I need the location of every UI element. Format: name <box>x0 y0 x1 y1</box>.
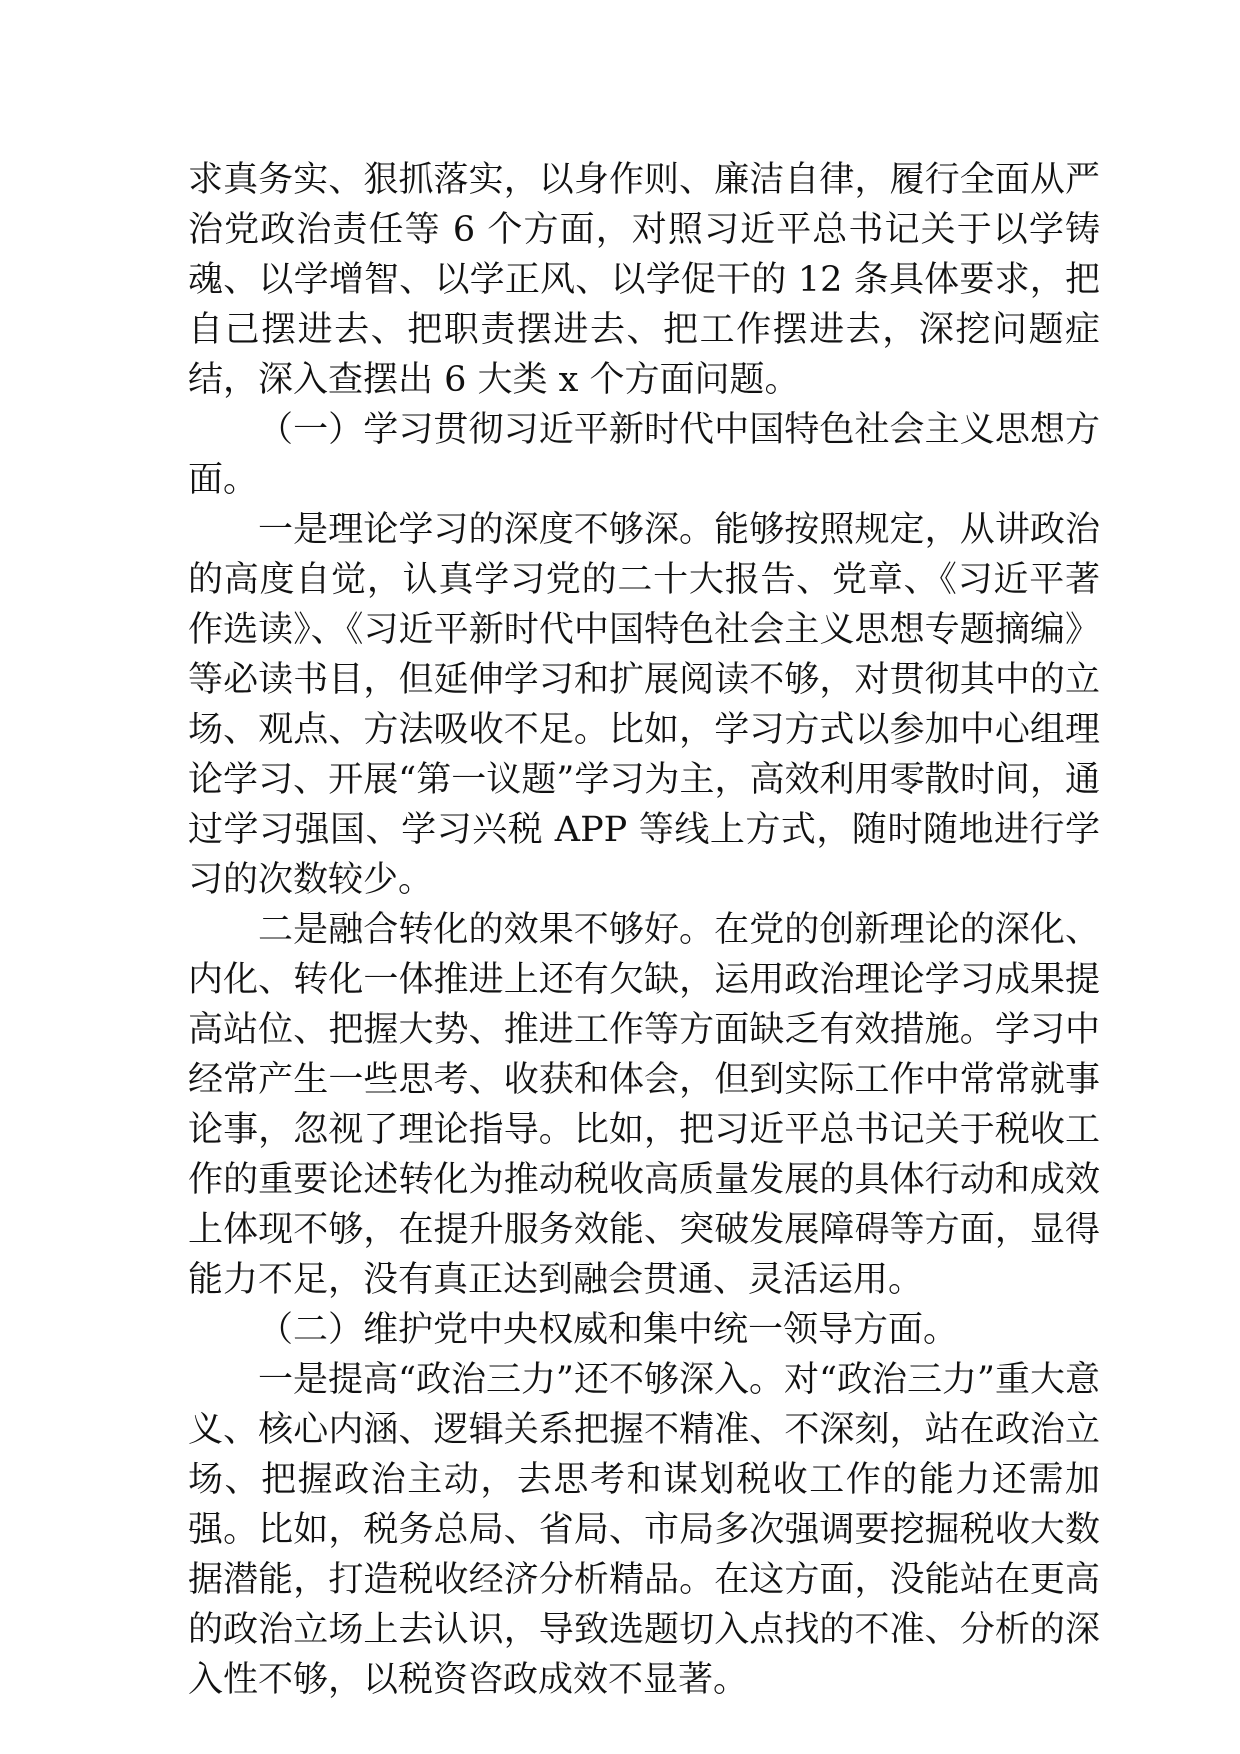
paragraph-theory-depth: 一是理论学习的深度不够深。能够按照规定，从讲政治的高度自觉，认真学习党的二十大报告、党章、《习近平著作选读》、《习近平新时代中国特色社会主义思想专题摘编》等必读书目，但延伸学习和扩展阅读不够，对贯彻其中的立场、观点、方法吸收不足。比如，学习方式以参加中心组理论学习、开展“第一议题”学习为主，高效利用零散时间，通过学习强国、学习兴税 APP 等线上方式，随时随地进行学习的次数较少。 <box>188 510 1100 900</box>
section-heading-2: （二）维护党中央权威和集中统一领导方面。 <box>258 1310 959 1350</box>
paragraph-integration: 二是融合转化的效果不够好。在党的创新理论的深化、内化、转化一体推进上还有欠缺，运用政治理论学习成果提高站位、把握大势、推进工作等方面缺乏有效措施。学习中经常产生一些思考、收获和体会，但到实际工作中常常就事论事，忽视了理论指导。比如，把习近平总书记关于税收工作的重要论述转化为推动税收高质量发展的具体行动和成效上体现不够，在提升服务效能、突破发展障碍等方面，显得能力不足，没有真正达到融会贯通、灵活运用。 <box>188 910 1100 1300</box>
section-heading-1: （一）学习贯彻习近平新时代中国特色社会主义思想方面。 <box>188 410 1100 500</box>
paragraph-intro: 求真务实、狠抓落实，以身作则、廉洁自律，履行全面从严治党政治责任等 6 个方面，对照习近平总书记关于以学铸魂、以学增智、以学正风、以学促干的 12 条具体要求，把自己摆进去、把职责摆进去、把工作摆进去，深挖问题症结，深入查摆出 6 大类 x 个方面问题。 <box>188 160 1100 400</box>
paragraph-political-abilities: 一是提高“政治三力”还不够深入。对“政治三力”重大意义、核心内涵、逻辑关系把握不精准、不深刻，站在政治立场、把握政治主动，去思考和谋划税收工作的能力还需加强。比如，税务总局、省局、市局多次强调要挖掘税收大数据潜能，打造税收经济分析精品。在这方面，没能站在更高的政治立场上去认识，导致选题切入点找的不准、分析的深入性不够，以税资咨政成效不显著。 <box>188 1360 1100 1700</box>
